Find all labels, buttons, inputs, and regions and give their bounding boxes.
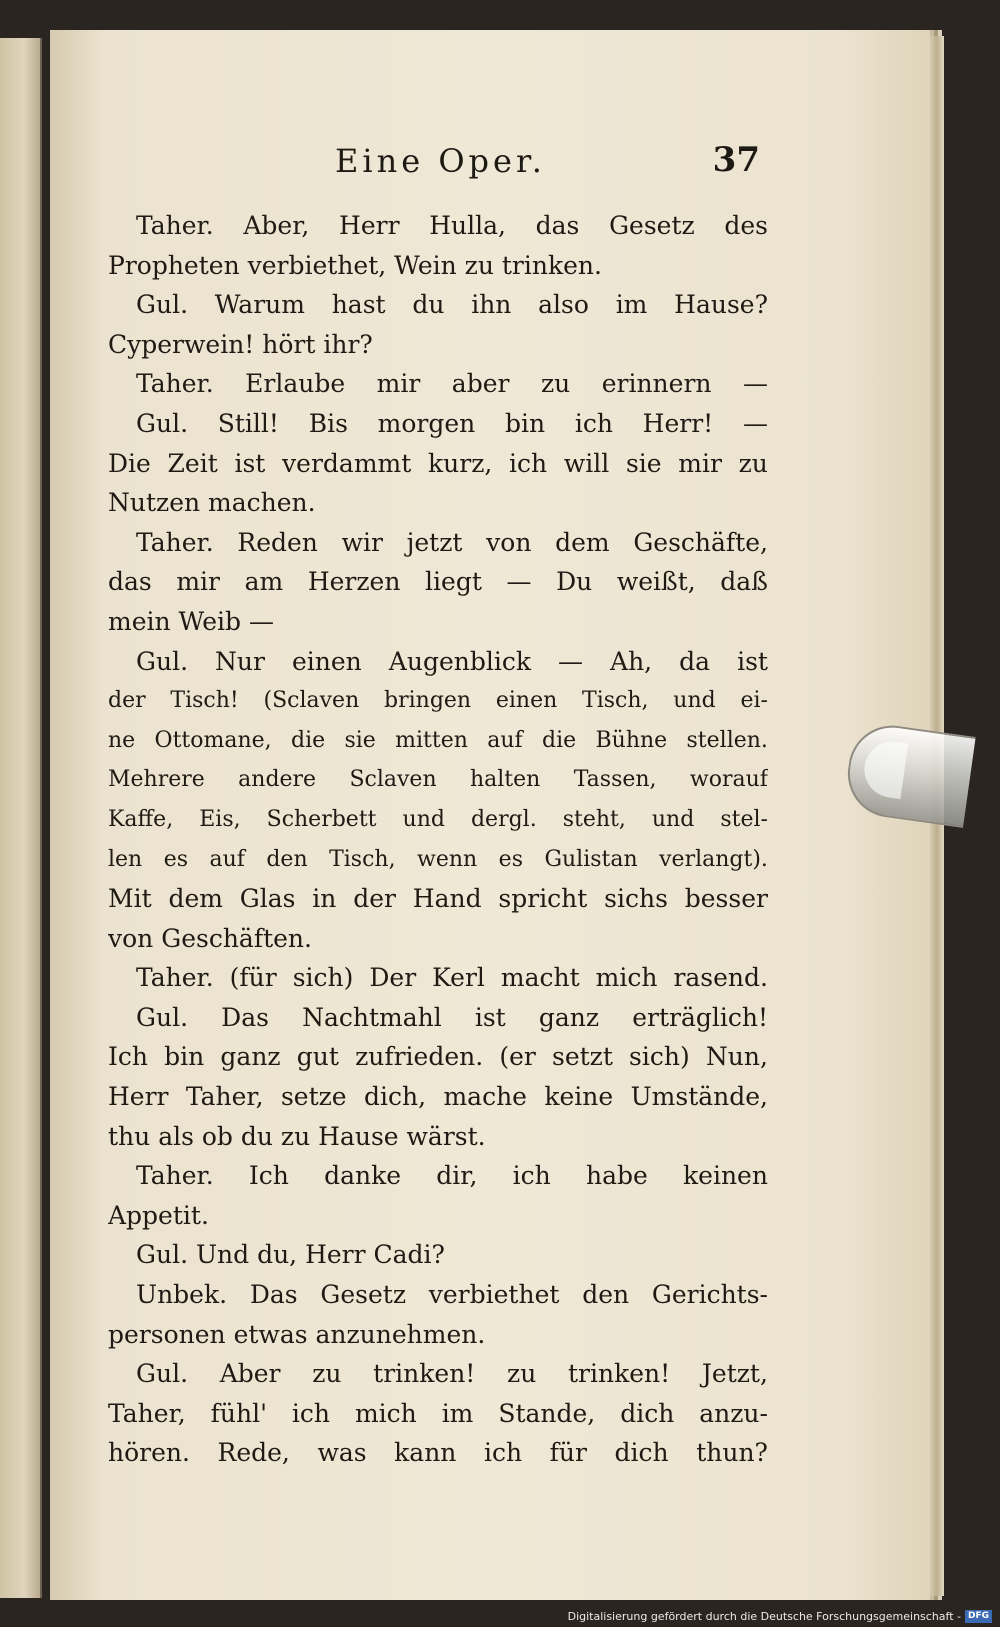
text-line: personen etwas anzunehmen.	[108, 1319, 486, 1349]
text-line: Ich bin ganz gut zufrieden. (er setzt sich) Nun,	[108, 1042, 768, 1072]
text-line: von Geschäften.	[108, 923, 312, 953]
digitization-credit	[568, 1610, 992, 1623]
text-line: Gul. Nur einen Augenblick — Ah, da ist	[136, 646, 768, 676]
facing-page-edge	[0, 38, 42, 1598]
text-line: mein Weib —	[108, 606, 274, 636]
text-line: Mehrere andere Sclaven halten Tassen, worauf	[108, 767, 768, 793]
text-line: Appetit.	[108, 1200, 209, 1230]
text-line: Taher. Ich danke dir, ich habe keinen	[136, 1161, 768, 1191]
running-title: Eine Oper.	[335, 142, 546, 180]
credit-text: Digitalisierung gefördert durch die Deutsche Forschungsgemeinschaft -	[567, 1610, 961, 1623]
text-line: Taher, fühl' ich mich im Stande, dich anzu-	[108, 1398, 768, 1428]
text-line: Gul. Still! Bis morgen bin ich Herr! —	[136, 408, 768, 438]
text-line: hören. Rede, was kann ich für dich thun?	[108, 1438, 768, 1468]
text-line: Cyperwein! hört ihr?	[108, 329, 373, 359]
text-line: Gul. Und du, Herr Cadi?	[136, 1240, 445, 1270]
text-line: len es auf den Tisch, wenn es Gulistan verlangt).	[108, 846, 768, 872]
text-line: Taher. Erlaube mir aber zu erinnern —	[136, 369, 768, 399]
text-line: Taher. Aber, Herr Hulla, das Gesetz des	[136, 211, 768, 240]
text-line: Propheten verbiethet, Wein zu trinken.	[108, 250, 602, 280]
text-line: Herr Taher, setze dich, mache keine Umstände,	[108, 1082, 768, 1112]
page-number: 37	[712, 140, 760, 180]
text-line: Mit dem Glas in der Hand spricht sichs besser	[108, 884, 768, 914]
text-line: der Tisch! (Sclaven bringen einen Tisch, und ei-	[108, 688, 768, 714]
text-line: Unbek. Das Gesetz verbiethet den Gerichts-	[136, 1280, 768, 1310]
text-line: ne Ottomane, die sie mitten auf die Bühne stellen.	[108, 727, 768, 753]
dfg-logo: DFG	[965, 1610, 992, 1623]
text-line: Kaffe, Eis, Scherbett und dergl. steht, und stel-	[108, 806, 768, 832]
page-header	[110, 140, 760, 190]
text-line: Die Zeit ist verdammt kurz, ich will sie mir zu	[108, 448, 768, 478]
text-line: Gul. Aber zu trinken! zu trinken! Jetzt,	[136, 1359, 768, 1389]
text-line: thu als ob du zu Hause wärst.	[108, 1121, 486, 1151]
text-line: Taher. (für sich) Der Kerl macht mich rasend.	[136, 963, 768, 993]
text-line: Taher. Reden wir jetzt von dem Geschäfte,	[136, 527, 768, 557]
text-line: das mir am Herzen liegt — Du weißt, daß	[108, 567, 768, 597]
text-line: Nutzen machen.	[108, 488, 316, 518]
text-line: Gul. Warum hast du ihn also im Hause?	[136, 290, 768, 320]
text-line: Gul. Das Nachtmahl ist ganz erträglich!	[136, 1002, 768, 1032]
body-text	[108, 206, 768, 1473]
